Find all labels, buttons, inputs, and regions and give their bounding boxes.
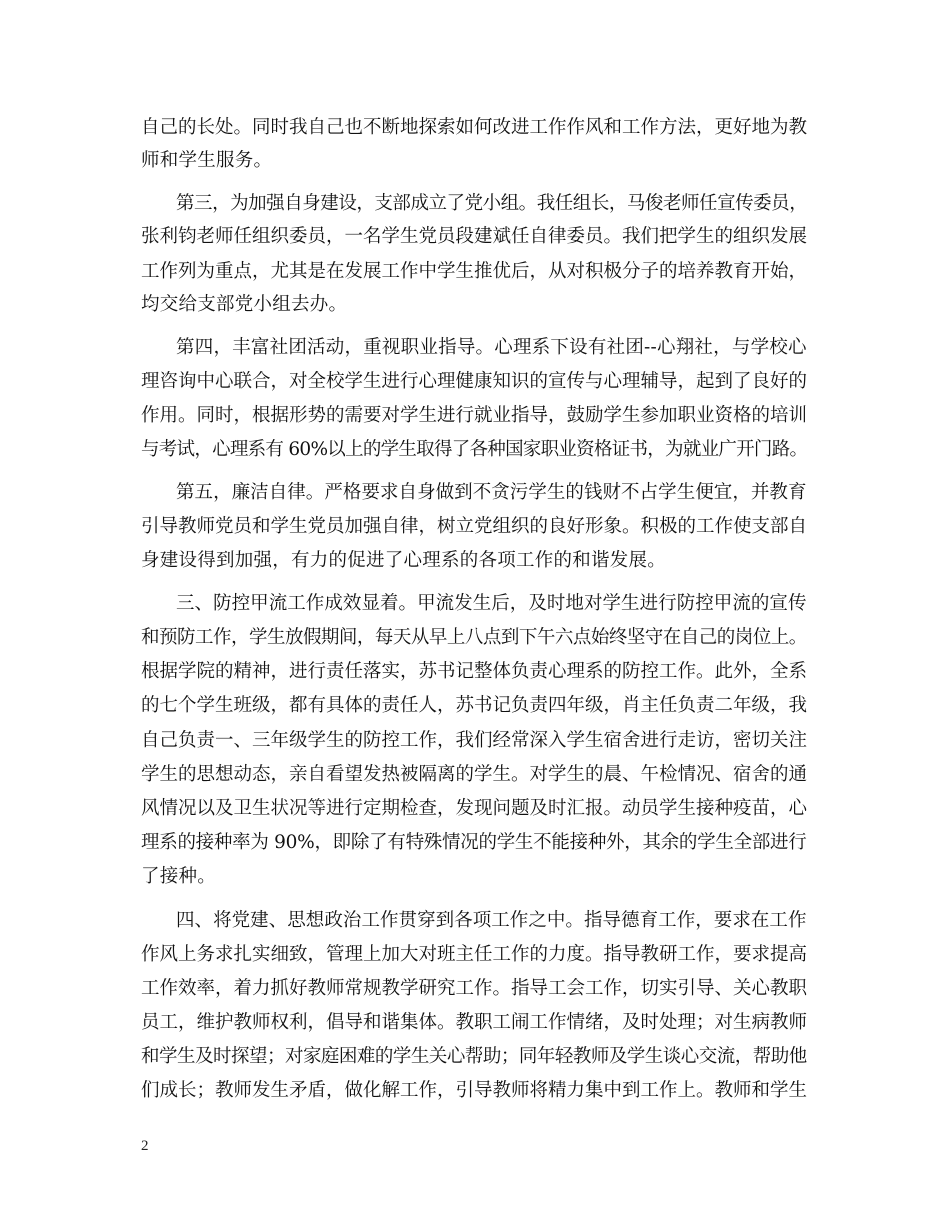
text-line: 根据学院的精神，进行责任落实，苏书记整体负责心理系的防控工作。此外，全系 [141, 661, 808, 682]
text-line: 均交给支部党小组去办。 [141, 294, 348, 315]
text-line: 自己负责一、三年级学生的防控工作，我们经常深入学生宿舍进行走访，密切关注 [141, 730, 808, 751]
text-line: 作风上务求扎实细致，管理上加大对班主任工作的力度。指导教研工作，要求提高 [141, 944, 808, 965]
text-line: 员工，维护教师权利，倡导和谐集体。教职工闹工作情绪，及时处理；对生病教师 [141, 1012, 808, 1033]
text-line: 和学生及时探望；对家庭困难的学生关心帮助；同年轻教师及学生谈心交流，帮助他 [141, 1046, 807, 1067]
text-line: 四、将党建、思想政治工作贯穿到各项工作之中。指导德育工作，要求在工作 [176, 910, 807, 931]
text-line: 第四，丰富社团活动，重视职业指导。心理系下设有社团--心翔社，与学校心 [176, 337, 807, 358]
text-line: 工作列为重点，尤其是在发展工作中学生推优后，从对积极分子的培养教育开始， [141, 261, 808, 282]
text-line: 三、防控甲流工作成效显着。甲流发生后，及时地对学生进行防控甲流的宣传 [176, 593, 807, 614]
text-line: 理系的接种率为 90%，即除了有特殊情况的学生不能接种外，其余的学生全部进行 [141, 832, 807, 853]
text-line: 理咨询中心联合，对全校学生进行心理健康知识的宣传与心理辅导，起到了良好的 [141, 371, 808, 392]
text-line: 与考试，心理系有 60%以上的学生取得了各种国家职业资格证书，为就业广开门路。 [141, 439, 808, 460]
text-line: 的七个学生班级，都有具体的责任人，苏书记负责四年级，肖主任负责二年级，我 [141, 695, 808, 716]
text-line: 身建设得到加强，有力的促进了心理系的各项工作的和谐发展。 [141, 550, 667, 571]
text-line: 第三，为加强自身建设，支部成立了党小组。我任组长，马俊老师任宣传委员， [176, 193, 808, 214]
text-line: 风情况以及卫生状况等进行定期检查，发现问题及时汇报。动员学生接种疫苗，心 [141, 798, 808, 819]
text-line: 们成长；教师发生矛盾，做化解工作，引导教师将精力集中到工作上。教师和学生 [141, 1080, 808, 1101]
text-line: 工作效率，着力抓好教师常规教学研究工作。指导工会工作，切实引导、关心教职 [141, 978, 808, 999]
text-line: 第五，廉洁自律。严格要求自身做到不贪污学生的钱财不占学生便宜，并教育 [176, 482, 807, 503]
text-line: 作用。同时，根据形势的需要对学生进行就业指导，鼓励学生参加职业资格的培训 [141, 405, 808, 426]
text-line: 学生的思想动态，亲自看望发热被隔离的学生。对学生的晨、午检情况、宿舍的通 [141, 764, 808, 785]
text-line: 引导教师党员和学生党员加强自律，树立党组织的良好形象。积极的工作使支部自 [141, 516, 808, 537]
page-number: 2 [141, 1138, 149, 1154]
text-line: 自己的长处。同时我自己也不断地探索如何改进工作作风和工作方法，更好地为教 [141, 117, 808, 138]
text-line: 和预防工作，学生放假期间，每天从早上八点到下午六点始终坚守在自己的岗位上。 [141, 627, 807, 648]
text-line: 张利钧老师任组织委员，一名学生党员段建斌任自律委员。我们把学生的组织发展 [141, 226, 808, 247]
text-line: 师和学生服务。 [141, 150, 273, 171]
text-line: 了接种。 [141, 866, 217, 887]
